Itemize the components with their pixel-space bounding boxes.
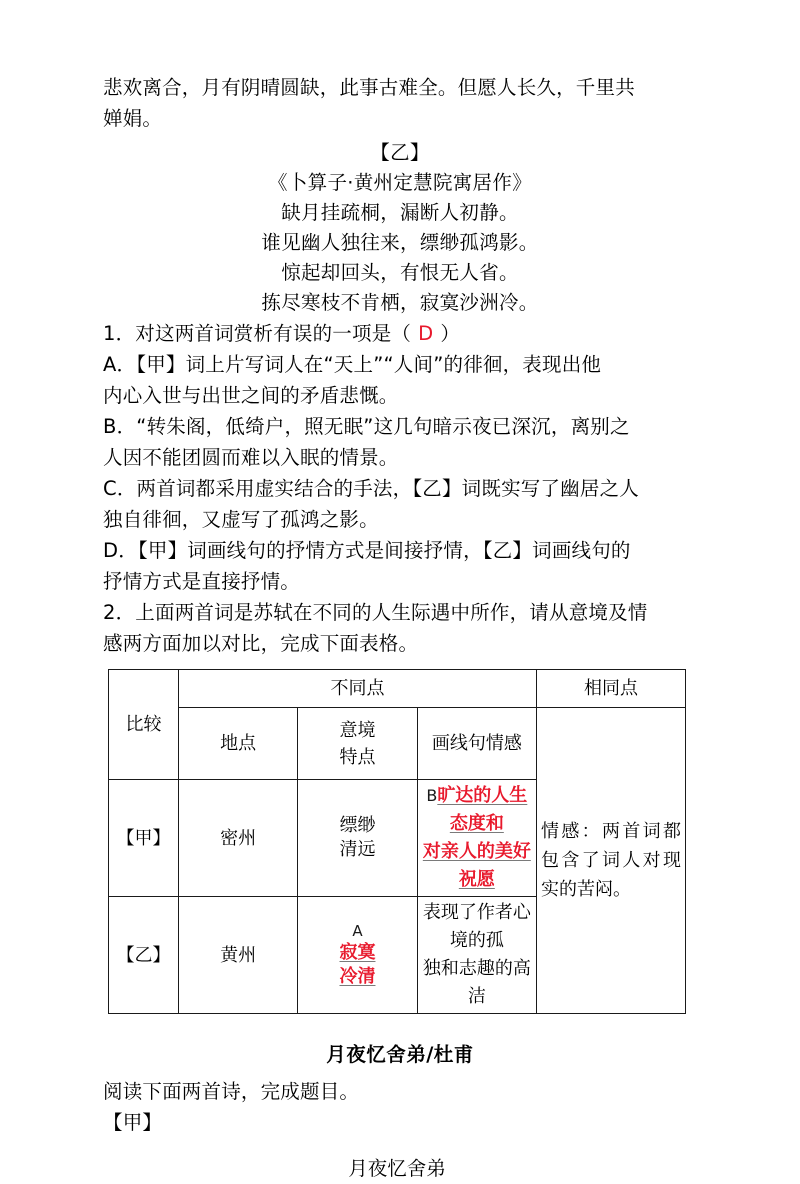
poem-b-line-2: 谁见幽人独往来，缥缈孤鸿影。 [261,231,539,254]
table-row-1-mood-line2: 清远 [339,839,376,860]
table-row-2-place: 黄州 [179,897,298,1014]
table-row-2-feeling [417,897,536,1014]
option-d-line-1: D．【甲】词画线句的抒情方式是间接抒情，【乙】词画线句的 [103,539,631,562]
question-2-line-1: 2．上面两首词是苏轼在不同的人生际遇中所作，请从意境及情 [103,601,648,624]
table-row-1-mood-line1: 缥缈 [339,815,376,836]
next-section-bracket-label: 【甲】 [103,1111,163,1134]
table-row-1-feeling-inner [422,782,532,894]
table-cell-same [537,708,686,1014]
question-1-stem [103,318,697,349]
next-section-heading: 月夜忆舍弟/杜甫 [326,1043,474,1066]
table-header-row-2 [109,708,686,780]
poem-b-line-4: 拣尽寒枝不肯栖，寂寞沙洲冷。 [261,291,539,314]
table-subheader-mood [298,708,417,780]
table-row-2-mood-stack [302,922,412,989]
table-subheader-feeling: 画线句情感 [417,708,536,780]
table-row-1-feeling-line2: 对亲人的美好祝愿 [422,841,531,890]
question-1-stem-close: ） [440,322,461,345]
table-subheader-place: 地点 [179,708,298,780]
option-b-line-1: B．“转朱阁，低绮户，照无眠”这几句暗示夜已深沉，离别之 [103,415,630,438]
poem-b-bracket-label: 【乙】 [370,141,430,164]
option-c-line-2: 独自徘徊，又虚写了孤鸿之影。 [103,508,379,531]
table-header-compare: 比较 [109,670,179,780]
table-row-1-feeling [417,780,536,897]
next-section-poem-title: 月夜忆舍弟 [348,1157,446,1180]
opening-line-2: 婵娟。 [103,107,163,130]
table-subheader-mood-line1: 意境 [339,719,376,741]
table-row-2-feeling-line1: 表现了作者心境的孤 [422,902,531,951]
table-row-2-label: 【乙】 [109,897,179,1014]
table-row-1-mood-stack [302,814,412,862]
table-row-1-feeling-line1: 旷达的人生态度和 [437,785,528,834]
poem-b-title: 《卜算子·黄州定慧院寓居作》 [268,171,532,194]
question-2-line-2: 感两方面加以对比，完成下面表格。 [103,632,419,655]
question-1-answer: D [418,322,434,345]
option-a-line-2: 内心入世与出世之间的矛盾悲慨。 [103,384,399,407]
table-row-2-mood-line1: 寂寞 [339,941,376,963]
option-c-line-1: C．两首词都采用虚实结合的手法，【乙】词既实写了幽居之人 [103,477,639,500]
table-row-2-feeling-inner [422,899,532,1011]
table-row-1-place: 密州 [179,780,298,897]
opening-line-1: 悲欢离合，月有阴晴圆缺，此事古难全。但愿人长久，千里共 [103,76,635,99]
poem-b-line-1: 缺月挂疏桐，漏断人初静。 [281,201,519,224]
table-row-2-mood-mark: A [352,921,363,940]
table-row-1-feeling-mark: B [426,786,438,805]
next-section-instruction: 阅读下面两首诗，完成题目。 [103,1080,360,1103]
table-header-different: 不同点 [179,670,537,708]
table-header-row-1 [109,670,686,708]
option-b-line-2: 人因不能团圆而难以入眠的情景。 [103,446,399,469]
table-subheader-mood-line2: 特点 [339,746,376,768]
option-a-line-1: A．【甲】词上片写词人在“天上”“人间”的徘徊，表现出他 [103,353,602,376]
table-row-1-mood [298,780,417,897]
poem-b-line-3: 惊起却回头，有恨无人省。 [281,261,519,284]
table-row-1-label: 【甲】 [109,780,179,897]
table-cell-same-text: 情感：两首词都包含了词人对现实的苦闷。 [541,821,681,900]
table-row-2-mood-line2: 冷清 [339,965,376,987]
option-d-line-2: 抒情方式是直接抒情。 [103,570,301,593]
comparison-table [108,669,686,1014]
table-row-2-mood [298,897,417,1014]
table-row-2-feeling-line2: 独和志趣的高洁 [422,958,531,1007]
question-1-stem-text: 1．对这两首词赏析有误的一项是（ [103,322,412,345]
table-header-same: 相同点 [537,670,686,708]
